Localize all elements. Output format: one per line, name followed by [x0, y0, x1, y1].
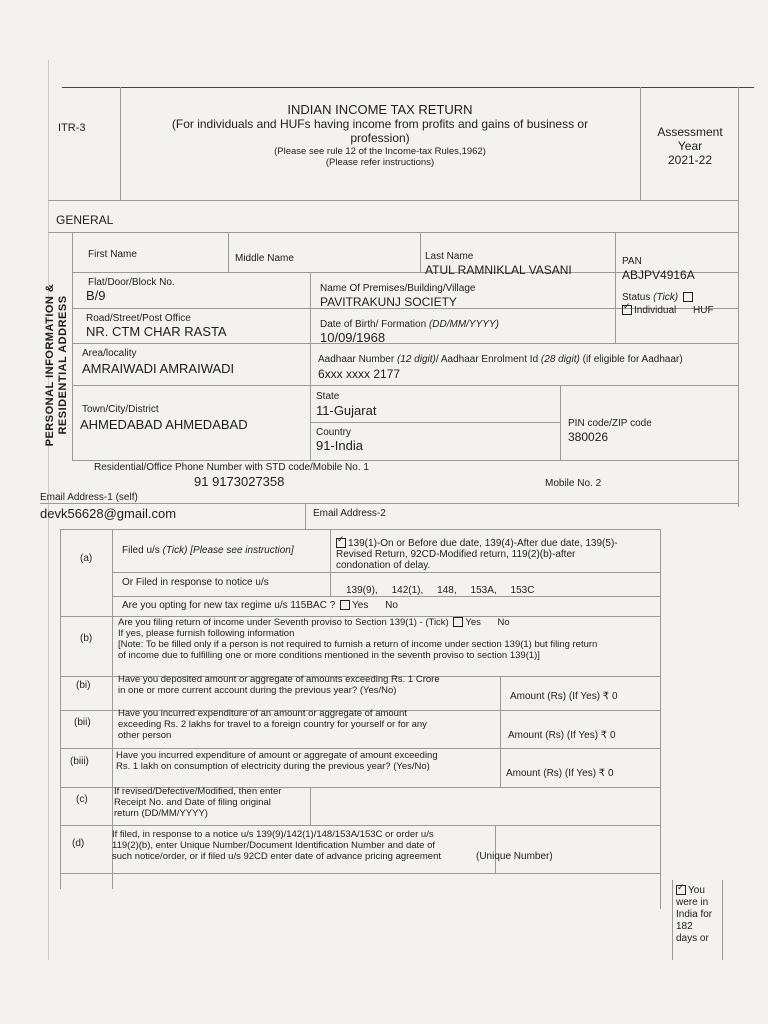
status-checkbox[interactable]: [683, 292, 693, 302]
phone-value: 91 9173027358: [194, 474, 285, 489]
road-label: Road/Street/Post Office: [86, 313, 191, 324]
premises-value: PAVITRAKUNJ SOCIETY: [320, 295, 457, 309]
residential-status-snippet: ✓You were in India for 182 days or: [676, 885, 712, 945]
bii-question: Have you incurred expenditure of an amount or aggregate of amount exceeding Rs. 2 lakhs for travel to a foreign country for yourself or for any other person: [118, 708, 427, 741]
ay-label-2: Year: [677, 139, 703, 153]
seventh-proviso-block: Are you filing return of income under Seventh proviso to Section 139(1) - (Tick) Yes No If yes, please furnish following information [Note: To be filled only if a person is not required to furnish a return of income under section 139(1) but filing return of income due to fulfilling one or more conditions mentioned in the seventh proviso to section 139(1)]: [118, 617, 598, 661]
phone-label: Residential/Office Phone Number with STD code/Mobile No. 1: [94, 462, 369, 473]
email2-label: Email Address-2: [313, 508, 386, 519]
form-subtitle-2: profession): [350, 131, 410, 145]
town-value: AHMEDABAD AHMEDABAD: [80, 417, 248, 432]
filed-us-options: ✓139(1)-On or Before due date, 139(4)-After due date, 139(5)- Revised Return, 92CD-Modified return, 119(2)(b)-after condonation of delay.: [336, 538, 618, 571]
last-name-value: ATUL RAMNIKLAL VASANI: [425, 263, 572, 277]
aadhaar-value: 6xxx xxxx 2177: [318, 367, 401, 381]
form-subtitle-1: (For individuals and HUFs having income from profits and gains of business or: [171, 117, 589, 131]
pan-value: ABJPV4916A: [622, 268, 695, 282]
email1-value: devk56628@gmail.com: [40, 506, 177, 521]
road-value: NR. CTM CHAR RASTA: [86, 324, 227, 339]
notice-options: 139(9), 142(1), 148, 153A, 153C: [346, 585, 535, 596]
row-a-code: (a): [80, 553, 93, 564]
aadhaar-label: Aadhaar Number (12 digit)/ Aadhaar Enrolment Id (28 digit) (if eligible for Aadhaar): [318, 354, 683, 365]
form-code: ITR-3: [58, 122, 86, 134]
row-biii-code: (biii): [70, 756, 89, 767]
notice-label: Or Filed in response to notice u/s: [122, 577, 269, 588]
bi-amount: Amount (Rs) (If Yes) ₹ 0: [510, 691, 618, 702]
section-general: GENERAL: [56, 213, 114, 227]
filed-us-label: Filed u/s (Tick) [Please see instruction]: [122, 545, 294, 556]
biii-amount: Amount (Rs) (If Yes) ₹ 0: [506, 768, 614, 779]
dob-value: 10/09/1968: [320, 330, 386, 345]
rule-note: (Please see rule 12 of the Income-tax Rules,1962): [274, 146, 486, 157]
resident-checkbox[interactable]: [676, 885, 686, 895]
filed-139-1-checkbox[interactable]: [336, 538, 346, 548]
status-label: Status: [622, 292, 651, 303]
bii-amount: Amount (Rs) (If Yes) ₹ 0: [508, 730, 616, 741]
unique-number-label: (Unique Number): [476, 851, 553, 862]
biii-question: Have you incurred expenditure of amount or aggregate of amount exceeding Rs. 1 lakh on consumption of electricity during the previous year? (Yes/No): [116, 750, 438, 772]
area-value: AMRAIWADI AMRAIWADI: [82, 361, 235, 376]
individual-label: Individual: [634, 305, 677, 316]
assessment-year-block: [645, 125, 735, 167]
new-regime-question: Are you opting for new tax regime u/s 115BAC ? Yes No: [122, 600, 398, 611]
middle-name-label: Middle Name: [235, 253, 294, 264]
new-regime-no: No: [385, 600, 398, 611]
mobile2-label: Mobile No. 2: [545, 478, 602, 489]
flat-label: Flat/Door/Block No.: [88, 277, 175, 288]
row-bii-code: (bii): [74, 717, 91, 728]
ay-value: 2021-22: [667, 153, 713, 167]
row-d-code: (d): [72, 838, 85, 849]
seventh-proviso-yes-checkbox[interactable]: [453, 617, 463, 627]
flat-value: B/9: [86, 288, 106, 303]
area-label: Area/locality: [82, 348, 137, 359]
state-value: 11-Gujarat: [316, 403, 377, 418]
pan-label: PAN: [622, 256, 642, 267]
email1-label: Email Address-1 (self): [40, 492, 138, 503]
header-title-block: [120, 102, 640, 168]
state-label: State: [316, 391, 340, 402]
status-tick-label: (Tick): [653, 292, 679, 303]
first-name-label: First Name: [88, 249, 137, 260]
new-regime-yes-checkbox[interactable]: [340, 600, 350, 610]
instruction-note: (Please refer instructions): [325, 157, 435, 168]
d-question: If filed, in response to a notice u/s 139(9)/142(1)/148/153A/153C or order u/s 119(2)(b), enter Unique Number/Document Identification Number and date of such notice/order, or if filed u/s 92CD enter date of advance pricing agreement: [112, 829, 441, 862]
premises-label: Name Of Premises/Building/Village: [320, 283, 476, 294]
town-label: Town/City/District: [82, 404, 159, 415]
form-title: INDIAN INCOME TAX RETURN: [287, 102, 473, 117]
pin-label: PIN code/ZIP code: [568, 418, 652, 429]
individual-checkbox[interactable]: [622, 305, 632, 315]
huf-label: HUF: [693, 305, 714, 316]
country-value: 91-India: [316, 438, 363, 453]
row-bi-code: (bi): [76, 680, 91, 691]
bi-question: Have you deposited amount or aggregate of amounts exceeding Rs. 1 Crore in one or more current account during the previous year? (Yes/No): [118, 674, 440, 696]
dob-label: Date of Birth/ Formation (DD/MM/YYYY): [320, 319, 499, 330]
side-label: PERSONAL INFORMATION & RESIDENTIAL ADDRESS: [44, 283, 69, 447]
ay-label-1: Assessment: [657, 125, 723, 139]
row-b-code: (b): [80, 633, 93, 644]
status-options: [622, 305, 714, 316]
row-c-code: (c): [76, 794, 88, 805]
pin-value: 380026: [568, 430, 609, 444]
top-rule: [62, 87, 754, 88]
country-label: Country: [316, 427, 352, 438]
c-question: If revised/Defective/Modified, then enter Receipt No. and Date of filing original return (DD/MM/YYYY): [114, 786, 282, 819]
last-name-label: Last Name: [425, 251, 474, 262]
status-field: [622, 292, 695, 303]
